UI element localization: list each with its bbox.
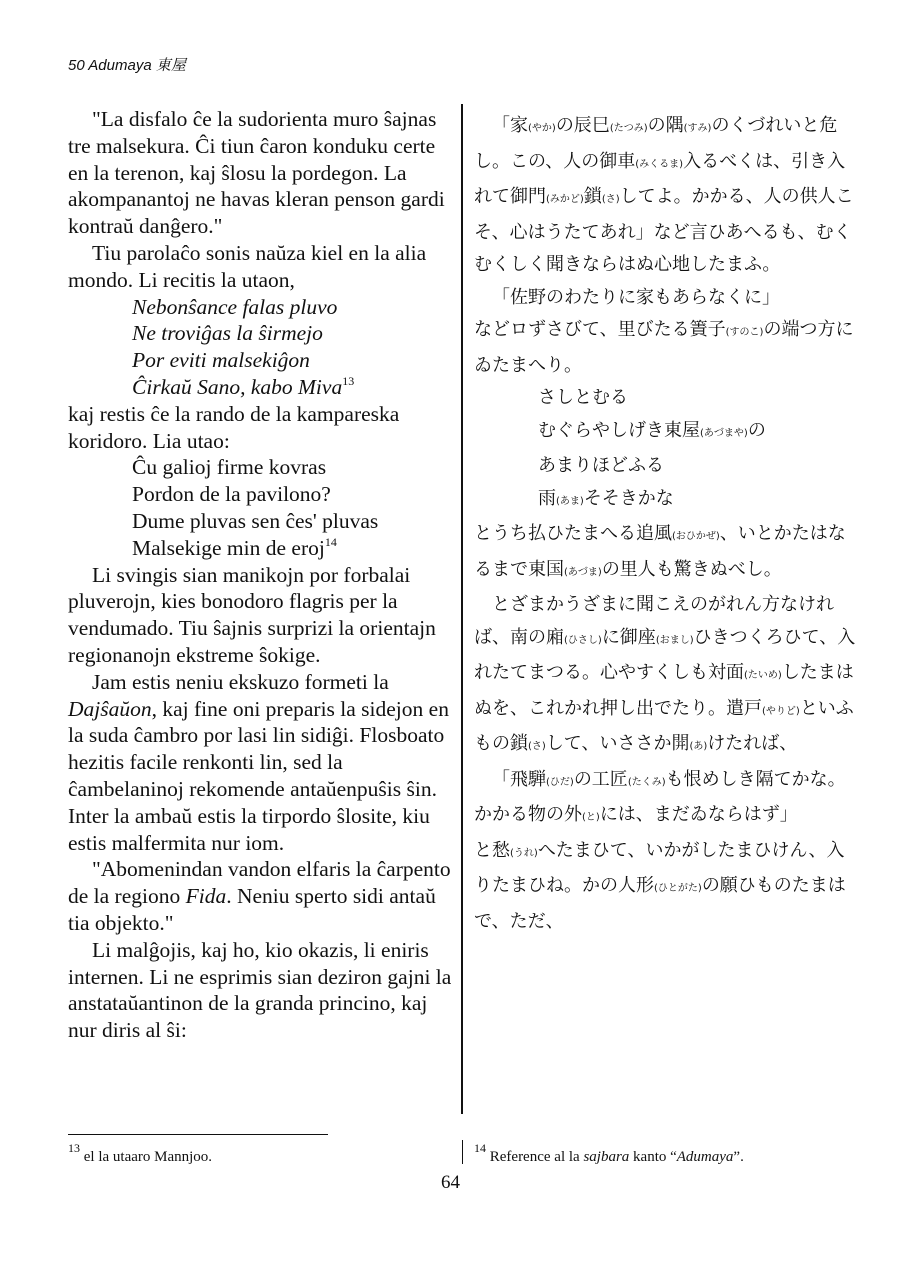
footnote-13: $^{13}$ el la utaaro Mannjoo. bbox=[68, 1141, 213, 1165]
footnote-14: $^{14}$ Reference al la sajbara kanto “Adumaya”. bbox=[474, 1141, 744, 1165]
verse-1 bbox=[132, 294, 453, 401]
jp-paragraph-6: 「飛騨(ひだ)の工匠(たくみ)も恨めしき隔てかな。かかる物の外(と)には、まだゐならはず」 bbox=[474, 768, 846, 825]
paragraph-3: kaj restis ĉe la rando de la kampareska koridoro. Lia utao: bbox=[68, 401, 400, 453]
paragraph-4: Li svingis sian manikojn por forbalai pluverojn, kies bonodoro flagris per la vendumado. Tiu ŝajnis surprizi la orientajn regionanojn ekstreme ŝokige. bbox=[68, 562, 436, 667]
emphasis-dajsauon: Dajŝaŭon bbox=[68, 696, 152, 721]
paragraph-6: "Abomenindan vandon elfaris la ĉarpento de la regiono Fida. Neniu sperto sidi antaŭ tia objekto." bbox=[68, 857, 451, 935]
footnote-ref-14[interactable]: 14 bbox=[324, 534, 337, 549]
jp-paragraph-4: とうち払ひたまへる追風(おひかぜ)、いとかたはなるまで東国(あづま)の里人も驚きぬべし。 bbox=[474, 523, 846, 580]
paragraph-1: "La disfalo ĉe la sudorienta muro ŝajnas tre malsekura. Ĉi tiun ĉaron konduku certe en la terenon, kaj ŝlosu la pordegon. La akompanantoj ne havas kleran penson gardi kontraŭ danĝero." bbox=[68, 107, 445, 239]
jp-verse-line: むぐらやしげき東屋(あづまや)の bbox=[538, 419, 766, 441]
jp-verse bbox=[474, 382, 859, 518]
verse-2-line: Malsekige min de eroj$^{14}$ bbox=[132, 534, 337, 560]
esperanto-column bbox=[68, 106, 453, 1044]
verse-1-line: Por eviti malsekiĝon bbox=[132, 348, 310, 373]
jp-verse-line: さしとむる bbox=[538, 387, 628, 408]
jp-paragraph-2: 「佐野のわたりに家もあらなくに」 bbox=[492, 286, 780, 308]
paragraph-7: Li malĝojis, kaj ho, kio okazis, li eniris internen. Li ne esprimis sian deziron gajni la anstataŭantinon de la granda princino, kaj nur diris al ŝi: bbox=[68, 937, 452, 1043]
verse-2-line: Dume pluvas sen ĉes' pluvas bbox=[132, 508, 379, 533]
verse-1-line: Nebonŝance falas pluvo bbox=[132, 294, 338, 319]
verse-1-line: Ne troviĝas la ŝirmejo bbox=[132, 321, 323, 346]
verse-1-line: Ĉirkaŭ Sano, kabo Miva$^{13}$ bbox=[132, 373, 355, 399]
running-header: 50 Adumaya 東屋 bbox=[68, 57, 186, 74]
paragraph-2: Tiu parolaĉo sonis naŭza kiel en la alia mondo. Li recitis la utaon, bbox=[68, 240, 427, 292]
jp-paragraph-1: 「家(やか)の辰巳(たつみ)の隅(すみ)のくづれいと危し。この、人の御車(みくるま)入るべくは、引き入れて御門(みかど)鎖(さ)してよ。かかる、人の供人こそ、心はうたてあれ」など言ひあへるも、むくむくしく聞きならはぬ心地したまふ。 bbox=[474, 115, 854, 275]
verse-2-line: Ĉu galioj firme kovras bbox=[132, 455, 327, 480]
footnote-rule bbox=[68, 1134, 328, 1135]
verse-2 bbox=[132, 454, 453, 561]
jp-verse-line: あまりほどふる bbox=[538, 455, 664, 476]
japanese-column bbox=[474, 110, 859, 938]
jp-paragraph-5: とざまかうざまに聞こえのがれん方なければ、南の廂(ひさし)に御座(おまし)ひきつくろひて、入れたてまつる。心やすくしも対面(たいめ)したまはぬを、これかれ押し出でたり。遣戸(やりど)といふもの鎖(さ)して、いささか開(あ)けたれば、 bbox=[474, 594, 856, 754]
paragraph-5: Jam estis neniu ekskuzo formeti la Dajŝaŭon, kaj fine oni preparis la sidejon en la suda ĉambro por lasi lin sidiĝi. Flosboato hezitis facile renkonti lin, sed la ĉambelaninoj rekomende antaŭenpuŝis ŝin. Inter la ambaŭ estis la tirpordo ŝlosite, kiu estis malfermita nur iom. bbox=[68, 669, 449, 855]
verse-2-line: Pordon de la pavilono? bbox=[132, 482, 331, 507]
column-divider bbox=[461, 104, 463, 1114]
footnote-ref-13[interactable]: 13 bbox=[342, 373, 355, 388]
jp-paragraph-7: と愁(うれ)へたまひて、いかがしたまひけん、入りたまひね。かの人形(ひとがた)の願ひものたまはで、ただ、 bbox=[474, 839, 846, 932]
jp-paragraph-3: などロずさびて、里びたる簀子(すのこ)の端つ方にゐたまへり。 bbox=[474, 319, 854, 376]
emphasis-fida: Fida bbox=[185, 884, 227, 909]
jp-verse-line: 雨(あま)そそきかな bbox=[538, 487, 674, 509]
footnote-14-bar bbox=[462, 1140, 463, 1164]
page-number: 64 bbox=[441, 1172, 460, 1193]
